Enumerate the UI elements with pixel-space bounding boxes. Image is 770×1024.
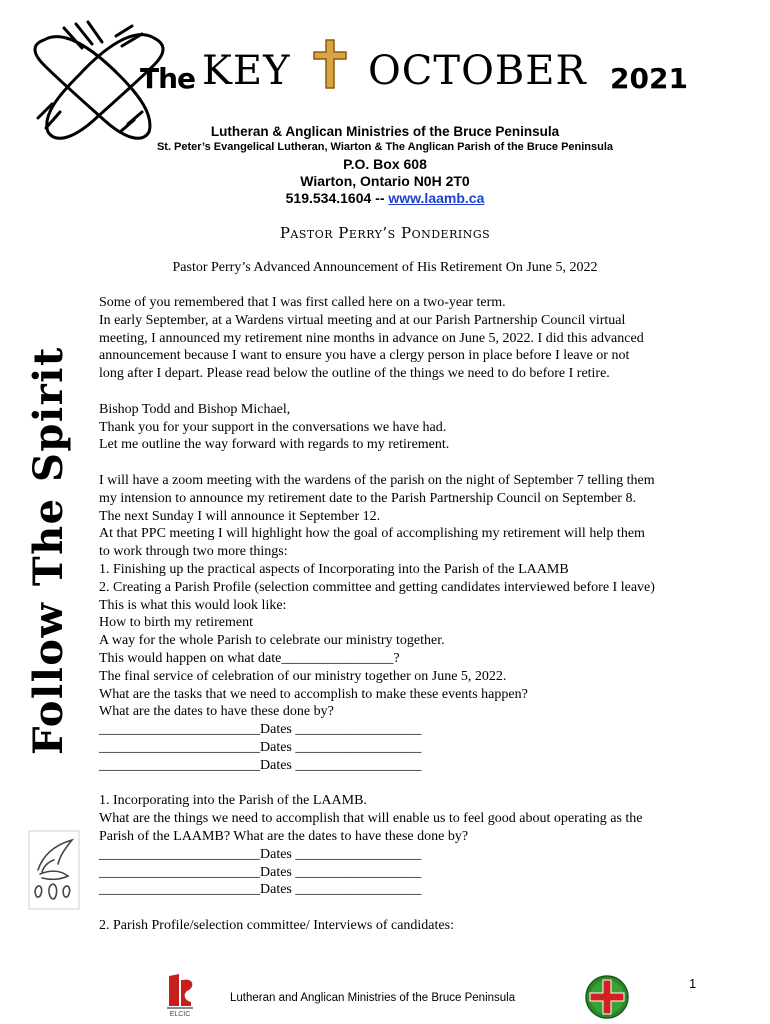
body-line: Parish of the LAAMB? What are the dates to have these done by? [99,828,469,844]
body-line: _______________________Dates __________________ [99,739,422,755]
footer-text: Lutheran and Anglican Ministries of the Bruce Peninsula [230,992,516,1004]
body-line: my intension to announce my retirement date to the Parish Partnership Council on September 8. [99,490,636,506]
org-parishes: St. Peter’s Evangelical Lutheran, Wiarton & The Anglican Parish of the Bruce Peninsula [156,141,614,153]
body-line: Bishop Todd and Bishop Michael, [99,401,291,417]
body-line: long after I depart. Please read below the outline of the things we need to do before I retire. [99,366,610,382]
masthead-month: OCTOBER [368,48,587,94]
body-line: 2. Creating a Parish Profile (selection committee and getting candidates interviewed before I leave) [99,579,655,595]
body-line: The final service of celebration of our ministry together on June 5, 2022. [99,668,507,684]
body-line: A way for the whole Parish to celebrate our ministry together. [99,633,445,649]
body-line: 2. Parish Profile/selection committee/ Interviews of candidates: [99,917,454,933]
body-line: What are the tasks that we need to accomplish to make these events happen? [99,686,528,702]
paragraph-gap [99,383,719,401]
body-line: This would happen on what date________________? [99,650,400,666]
body-line: At that PPC meeting I will highlight how the goal of accomplishing my retirement will help them [99,526,645,542]
phone-number: 519.534.1604 -- [285,190,385,206]
dove-icon [28,830,80,910]
elcic-logo-icon [163,970,197,1018]
body-line: In early September, at a Wardens virtual meeting and at our Parish Partnership Council virtual [99,312,626,328]
cross-icon [312,38,348,90]
address-city: Wiarton, Ontario N0H 2T0 [300,173,470,189]
body-line: announcement because I want to ensure you have a clergy person in place before I leave or not [99,348,630,364]
body-line: What are the dates to have these done by? [99,704,334,720]
body-line: 1. Finishing up the practical aspects of Incorporating into the Parish of the LAAMB [99,561,569,577]
paragraph-gap [99,899,719,917]
page-number: 1 [689,976,697,991]
anglican-logo-icon [584,974,630,1020]
body-line: How to birth my retirement [99,615,253,631]
body-line: _______________________Dates __________________ [99,846,422,862]
org-name: Lutheran & Anglican Ministries of the Bruce Peninsula [210,124,560,139]
body-line: _______________________Dates __________________ [99,864,422,880]
contact-line [0,190,770,206]
body-line: The next Sunday I will announce it September 12. [99,508,381,524]
body-line: Thank you for your support in the conversations we have had. [99,419,447,435]
body-line: This is what this would look like: [99,597,287,613]
body-line: What are the things we need to accomplish that will enable us to feel good about operating as the [99,811,643,827]
paragraph-gap [99,454,719,472]
body-line: to work through two more things: [99,544,288,560]
side-banner: Follow The Spirit [25,346,72,755]
body-line: meeting, I announced my retirement nine months in advance on June 5, 2022. I did this advanced [99,330,644,346]
article-body [99,294,719,935]
body-line: _______________________Dates __________________ [99,722,422,738]
body-line: 1. Incorporating into the Parish of the LAAMB. [99,793,367,809]
website-link[interactable]: www.laamb.ca [388,190,485,206]
body-line: _______________________Dates __________________ [99,882,422,898]
paragraph-gap [99,775,719,793]
body-line: Let me outline the way forward with regards to my retirement. [99,437,450,453]
body-line: _______________________Dates __________________ [99,757,422,773]
masthead-the: The [140,62,196,95]
address-po-box: P.O. Box 608 [343,156,427,172]
svg-text:ELCIC: ELCIC [169,1011,191,1018]
masthead-year: 2021 [610,62,688,95]
article-title: Pastor Perry’s Advanced Announcement of His Retirement On June 5, 2022 [172,260,598,275]
body-line: Some of you remembered that I was first called here on a two-year term. [99,295,506,310]
masthead-key: KEY [202,48,291,94]
body-line: I will have a zoom meeting with the wardens of the parish on the night of September 7 telling them [99,472,655,488]
section-title: Pastor Perry’s Ponderings [279,224,491,242]
